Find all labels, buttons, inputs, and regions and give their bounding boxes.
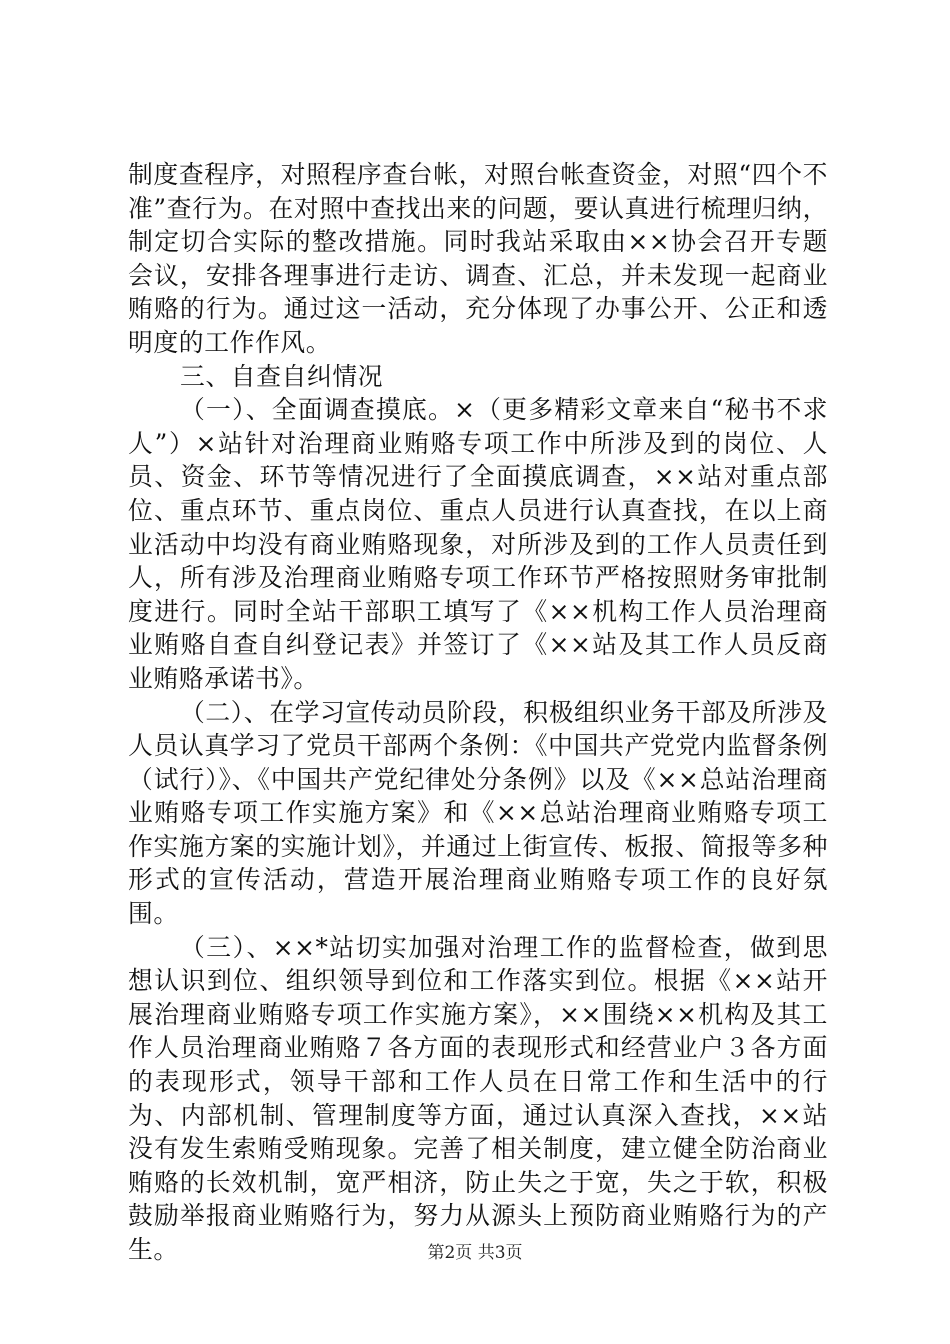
- paragraph-3: （三）、××*站切实加强对治理工作的监督检查，做到思想认识到位、组织领导到位和工作落实到位。根据《××站开展治理商业贿赂专项工作实施方案》，××围绕××机构及其工作人员治理商业贿赂７各方面的表现形式和经营业户３各方面的表现形式，领导干部和工作人员在日常工作和生活中的行为、内部机制、管理制度等方面，通过认真深入查找，××站没有发生索贿受贿现象。完善了相关制度，建立健全防治商业贿赂的长效机制，宽严相济，防止失之于宽，失之于软，积极鼓励举报商业贿赂行为，努力从源头上预防商业贿赂行为的产生。: [128, 932, 828, 1264]
- paragraph-continuation: 制度查程序，对照程序查台帐，对照台帐查资金，对照“四个不准”查行为。在对照中查找出来的问题，要认真进行梳理归纳，制定切合实际的整改措施。同时我站采取由××协会召开专题会议，安排各理事进行走访、调查、汇总，并未发现一起商业贿赂的行为。通过这一活动，充分体现了办事公开、公正和透明度的工作作风。: [128, 160, 828, 357]
- body-text: [128, 158, 828, 1267]
- page-footer: 第2页 共3页: [427, 1243, 523, 1263]
- section-heading: 三、自查自纠情况: [180, 361, 384, 391]
- paragraph-2: （二）、在学习宣传动员阶段，积极组织业务干部及所涉及人员认真学习了党员干部两个条例：《中国共产党党内监督条例（试行）》、《中国共产党纪律处分条例》以及《××总站治理商业贿赂专项工作实施方案》和《××总站治理商业贿赂专项工作实施方案的实施计划》，并通过上街宣传、板报、简报等多种形式的宣传活动，营造开展治理商业贿赂专项工作的良好氛围。: [128, 697, 828, 929]
- paragraph-1: （一）、全面调查摸底。×（更多精彩文章来自“秘书不求人”）×站针对治理商业贿赂专项工作中所涉及到的岗位、人员、资金、环节等情况进行了全面摸底调查，××站对重点部位、重点环节、重点岗位、重点人员进行认真查找，在以上商业活动中均没有商业贿赂现象，对所涉及到的工作人员责任到人，所有涉及治理商业贿赂专项工作环节严格按照财务审批制度进行。同时全站干部职工填写了《××机构工作人员治理商业贿赂自查自纠登记表》并签订了《××站及其工作人员反商业贿赂承诺书》。: [128, 395, 828, 693]
